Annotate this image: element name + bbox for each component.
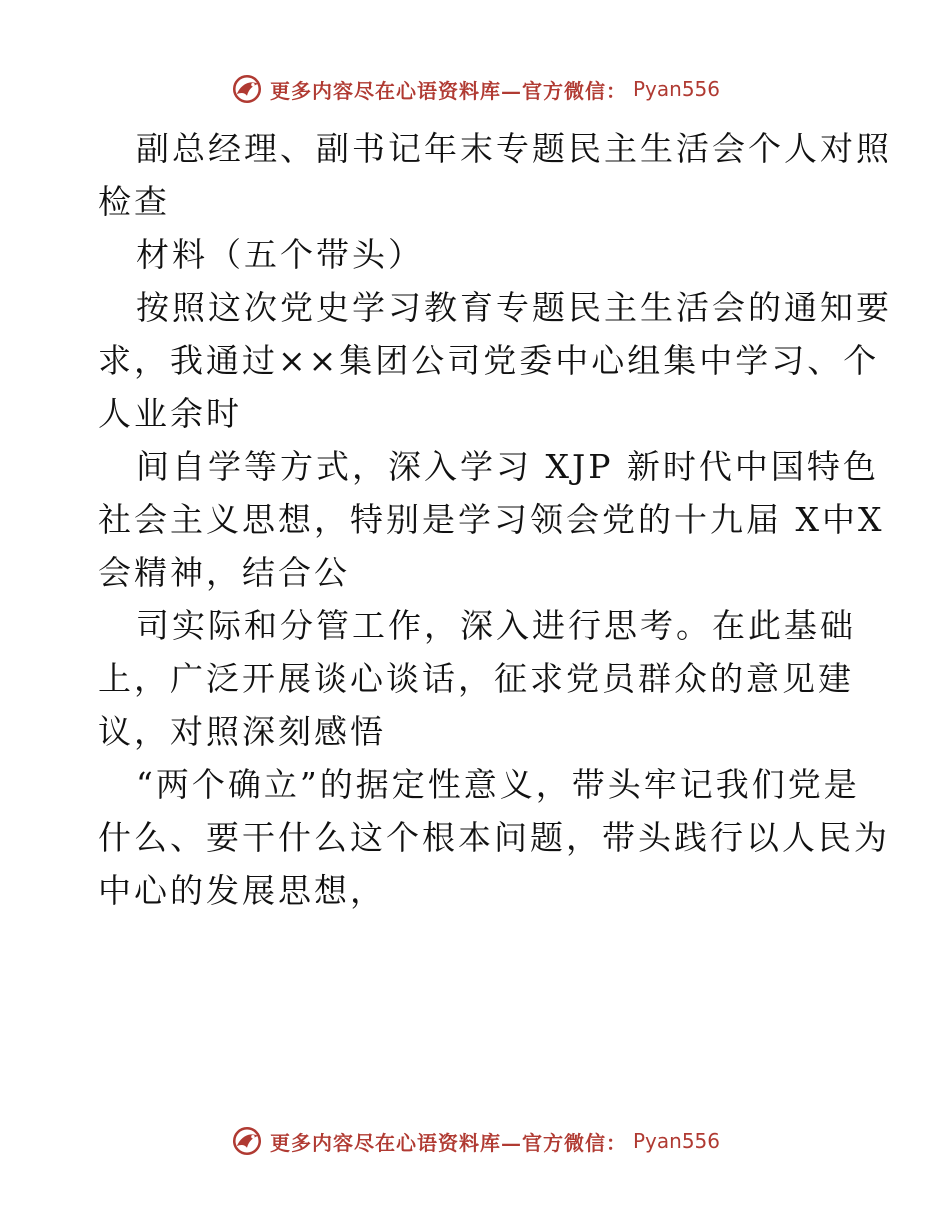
- red-dragon-seal-icon: [230, 1124, 264, 1158]
- text-line: 求，我通过××集团公司党委中心组集中学习、个: [98, 341, 880, 380]
- text-line: 中心的发展思想，: [98, 871, 386, 910]
- watermark-text: 更多内容尽在心语资料库—官方微信：: [269, 1130, 627, 1155]
- red-dragon-seal-icon: [230, 72, 264, 106]
- watermark-wechat-id: Pyan556: [632, 1129, 720, 1153]
- text-line: 上，广泛开展谈心谈话，征求党员群众的意见建: [98, 659, 854, 698]
- text-line: 人业余时: [98, 394, 242, 433]
- watermark-header: [0, 72, 950, 106]
- text-line: 间自学等方式，深入学习 XJP 新时代中国特色: [136, 447, 879, 486]
- watermark-footer: [0, 1124, 950, 1158]
- text-line: 议，对照深刻感悟: [98, 712, 386, 751]
- watermark-wechat-id: Pyan556: [632, 77, 720, 101]
- text-line: “两个确立”的据定性意义，带头牢记我们党是: [136, 765, 860, 804]
- text-line: 材料（五个带头）: [136, 235, 424, 274]
- text-line: 司实际和分管工作，深入进行思考。在此基础: [136, 606, 856, 645]
- text-line: 按照这次党史学习教育专题民主生活会的通知要: [136, 288, 892, 327]
- text-line: 副总经理、副书记年末专题民主生活会个人对照: [136, 129, 892, 168]
- document-body: [98, 122, 892, 917]
- text-line: 会精神，结合公: [98, 553, 350, 592]
- watermark-text: 更多内容尽在心语资料库—官方微信：: [269, 78, 627, 103]
- text-line: 社会主义思想，特别是学习领会党的十九届 X中X: [98, 500, 885, 539]
- text-line: 检查: [98, 182, 170, 221]
- text-line: 什么、要干什么这个根本问题，带头践行以人民为: [98, 818, 890, 857]
